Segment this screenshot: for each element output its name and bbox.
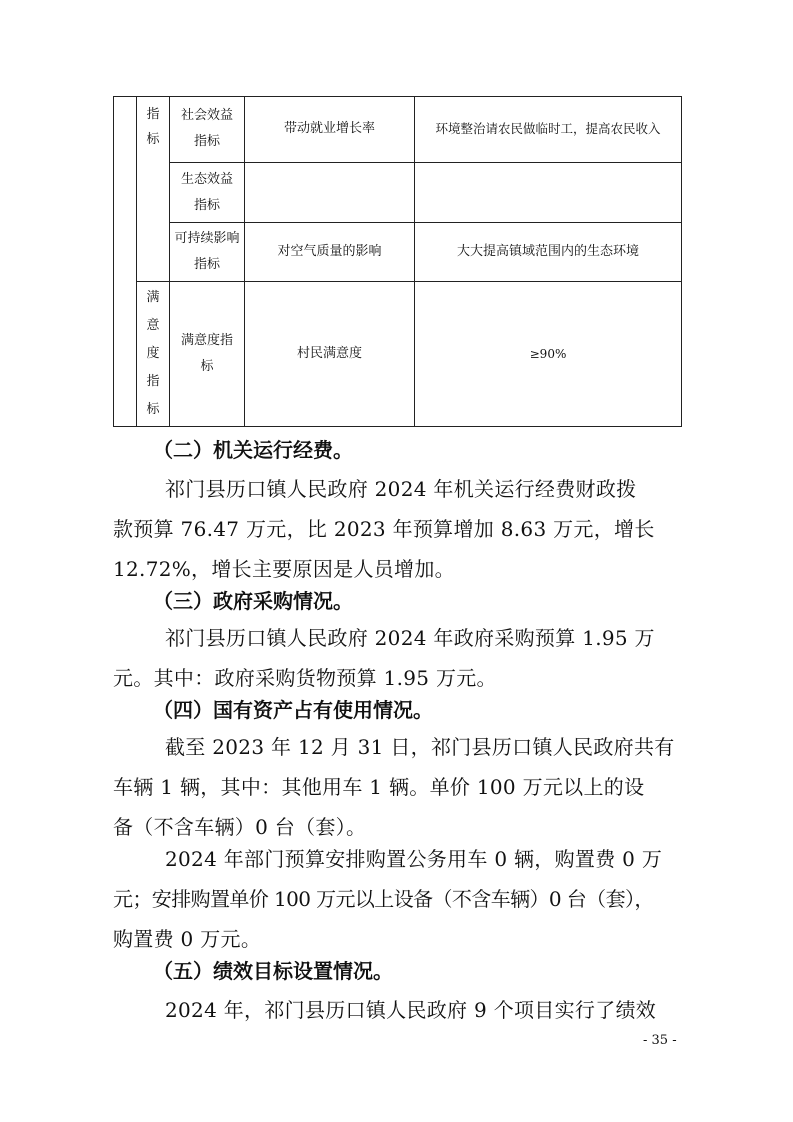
table-row-1-category	[170, 96, 244, 162]
satisfaction-group-label	[137, 282, 169, 426]
paragraph-line: 款预算 76.47 万元，比 2023 年预算增加 8.63 万元，增长	[113, 517, 655, 541]
section-heading-5: （五）绩效目标设置情况。	[153, 959, 393, 983]
satisfaction-name: 村民满意度	[296, 346, 362, 361]
indicator-group-label-text: 指标	[146, 107, 160, 147]
indicator-group-label	[137, 102, 169, 162]
satisfaction-category	[170, 282, 244, 426]
table-row-1-name: 带动就业增长率	[283, 121, 375, 136]
paragraph-line: 元。其中：政府采购货物预算 1.95 万元。	[113, 666, 497, 690]
paragraph-line: 备（不含车辆）0 台（套）。	[113, 815, 367, 839]
paragraph-line: 车辆 1 辆，其中：其他用车 1 辆。单价 100 万元以上的设	[113, 775, 645, 799]
section-3-paragraph	[113, 618, 685, 698]
table-row-3-name: 对空气质量的影响	[277, 244, 382, 259]
table-row-3-value: 大大提高镇域范围内的生态环境	[456, 244, 639, 259]
paragraph-line: 12.72%，增长主要原因是人员增加。	[113, 557, 455, 581]
section-5-paragraph	[113, 990, 685, 1030]
paragraph-line: 祁门县历口镇人民政府 2024 年政府采购预算 1.95 万	[165, 626, 655, 650]
paragraph-line: 元；安排购置单价 100 万元以上设备（不含车辆）0 台（套），	[113, 887, 654, 911]
section-heading-2: （二）机关运行经费。	[153, 438, 353, 462]
table-row-2-name	[245, 163, 414, 222]
section-heading-3: （三）政府采购情况。	[153, 589, 353, 613]
table-border-left	[113, 96, 114, 427]
page-number: - 35 -	[643, 1033, 677, 1048]
table-row-3-category	[170, 223, 244, 281]
table-row-2-category	[170, 163, 244, 222]
paragraph-line: 祁门县历口镇人民政府 2024 年机关运行经费财政拨	[165, 477, 637, 501]
paragraph-line: 2024 年部门预算安排购置公务用车 0 辆，购置费 0 万	[165, 847, 663, 871]
section-4-paragraph-1	[113, 727, 685, 847]
satisfaction-group-label-text: 满意度指标	[146, 290, 160, 417]
section-4-paragraph-2	[113, 839, 685, 959]
table-row-1-value: 环境整治请农民做临时工，提高农民收入	[435, 121, 661, 136]
performance-indicator-table	[113, 96, 682, 427]
satisfaction-value: ≥90%	[529, 347, 567, 361]
category-text: 满意度指标	[180, 333, 233, 374]
paragraph-line: 2024 年，祁门县历口镇人民政府 9 个项目实行了绩效	[165, 998, 657, 1022]
section-2-paragraph	[113, 469, 685, 589]
paragraph-line: 购置费 0 万元。	[113, 927, 262, 951]
category-text: 社会效益指标	[180, 108, 233, 149]
category-text: 生态效益指标	[180, 171, 233, 213]
table-row-2-value	[415, 163, 681, 222]
table-border-bottom	[113, 426, 682, 427]
table-border-right	[681, 96, 682, 427]
category-text: 可持续影响指标	[174, 231, 240, 272]
section-heading-4: （四）国有资产占有使用情况。	[153, 698, 433, 722]
paragraph-line: 截至 2023 年 12 月 31 日，祁门县历口镇人民政府共有	[165, 735, 675, 759]
